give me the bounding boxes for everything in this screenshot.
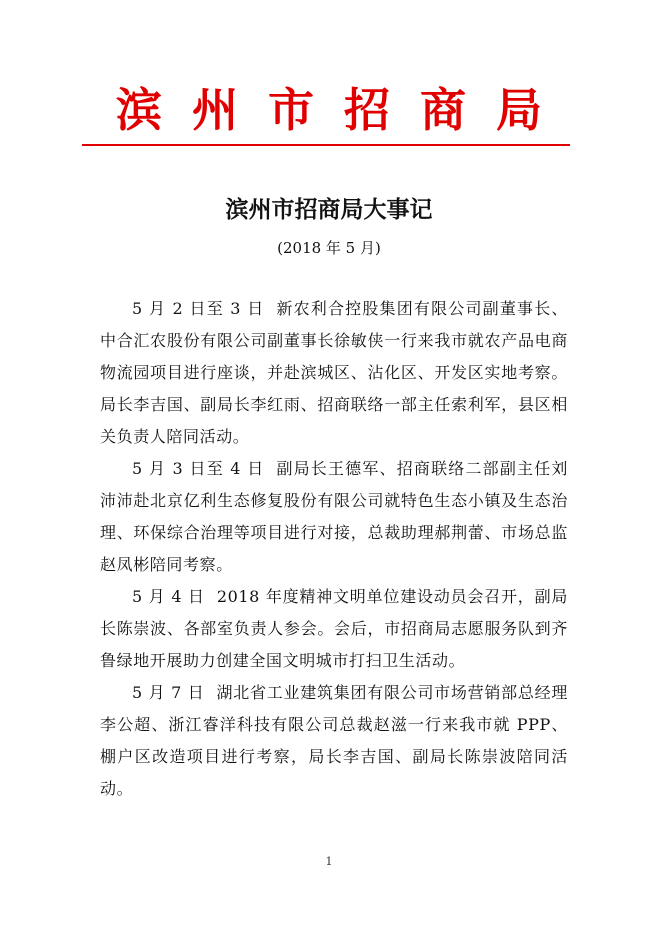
letterhead-red-rule xyxy=(82,144,570,146)
entry-text: 2018 年度精神文明单位建设动员会召开，副局长陈崇波、各部室负责人参会。会后，市招商局志愿服务队到齐鲁绿地开展助力创建全国文明城市打扫卫生活动。 xyxy=(100,587,568,670)
entry-text: 新农利合控股集团有限公司副董事长、中合汇农股份有限公司副董事长徐敏侠一行来我市就农产品电商物流园项目进行座谈，并赴滨城区、沾化区、开发区实地考察。局长李吉国、副局长李红雨、招商联络一部主任索利军，县区相关负责人陪同活动。 xyxy=(100,299,568,446)
entry-text: 湖北省工业建筑集团有限公司市场营销部总经理李公超、浙江睿洋科技有限公司总裁赵滋一行来我市就 PPP、棚户区改造项目进行考察，局长李吉国、副局长陈崇波陪同活动。 xyxy=(100,683,568,798)
entry-date: 5 月 2 日至 3 日 xyxy=(132,299,265,318)
entry-date: 5 月 7 日 xyxy=(132,683,205,702)
page-number: 1 xyxy=(325,855,333,868)
document-title: 滨州市招商局大事记 xyxy=(225,196,433,223)
entry-text: 副局长王德军、招商联络二部副主任刘沛沛赴北京亿利生态修复股份有限公司就特色生态小镇及生态治理、环保综合治理等项目进行对接，总裁助理郝荆蕾、市场总监赵凤彬陪同考察。 xyxy=(100,459,568,574)
document-body xyxy=(100,293,568,805)
document-subtitle: (2018 年 5 月) xyxy=(277,239,381,257)
entry-2 xyxy=(100,581,568,677)
letterhead-org-name: 滨州市招商局 xyxy=(116,83,572,137)
entry-3 xyxy=(100,677,568,805)
entry-0 xyxy=(100,293,568,453)
entry-date: 5 月 3 日至 4 日 xyxy=(132,459,265,478)
entry-date: 5 月 4 日 xyxy=(132,587,205,606)
entry-1 xyxy=(100,453,568,581)
